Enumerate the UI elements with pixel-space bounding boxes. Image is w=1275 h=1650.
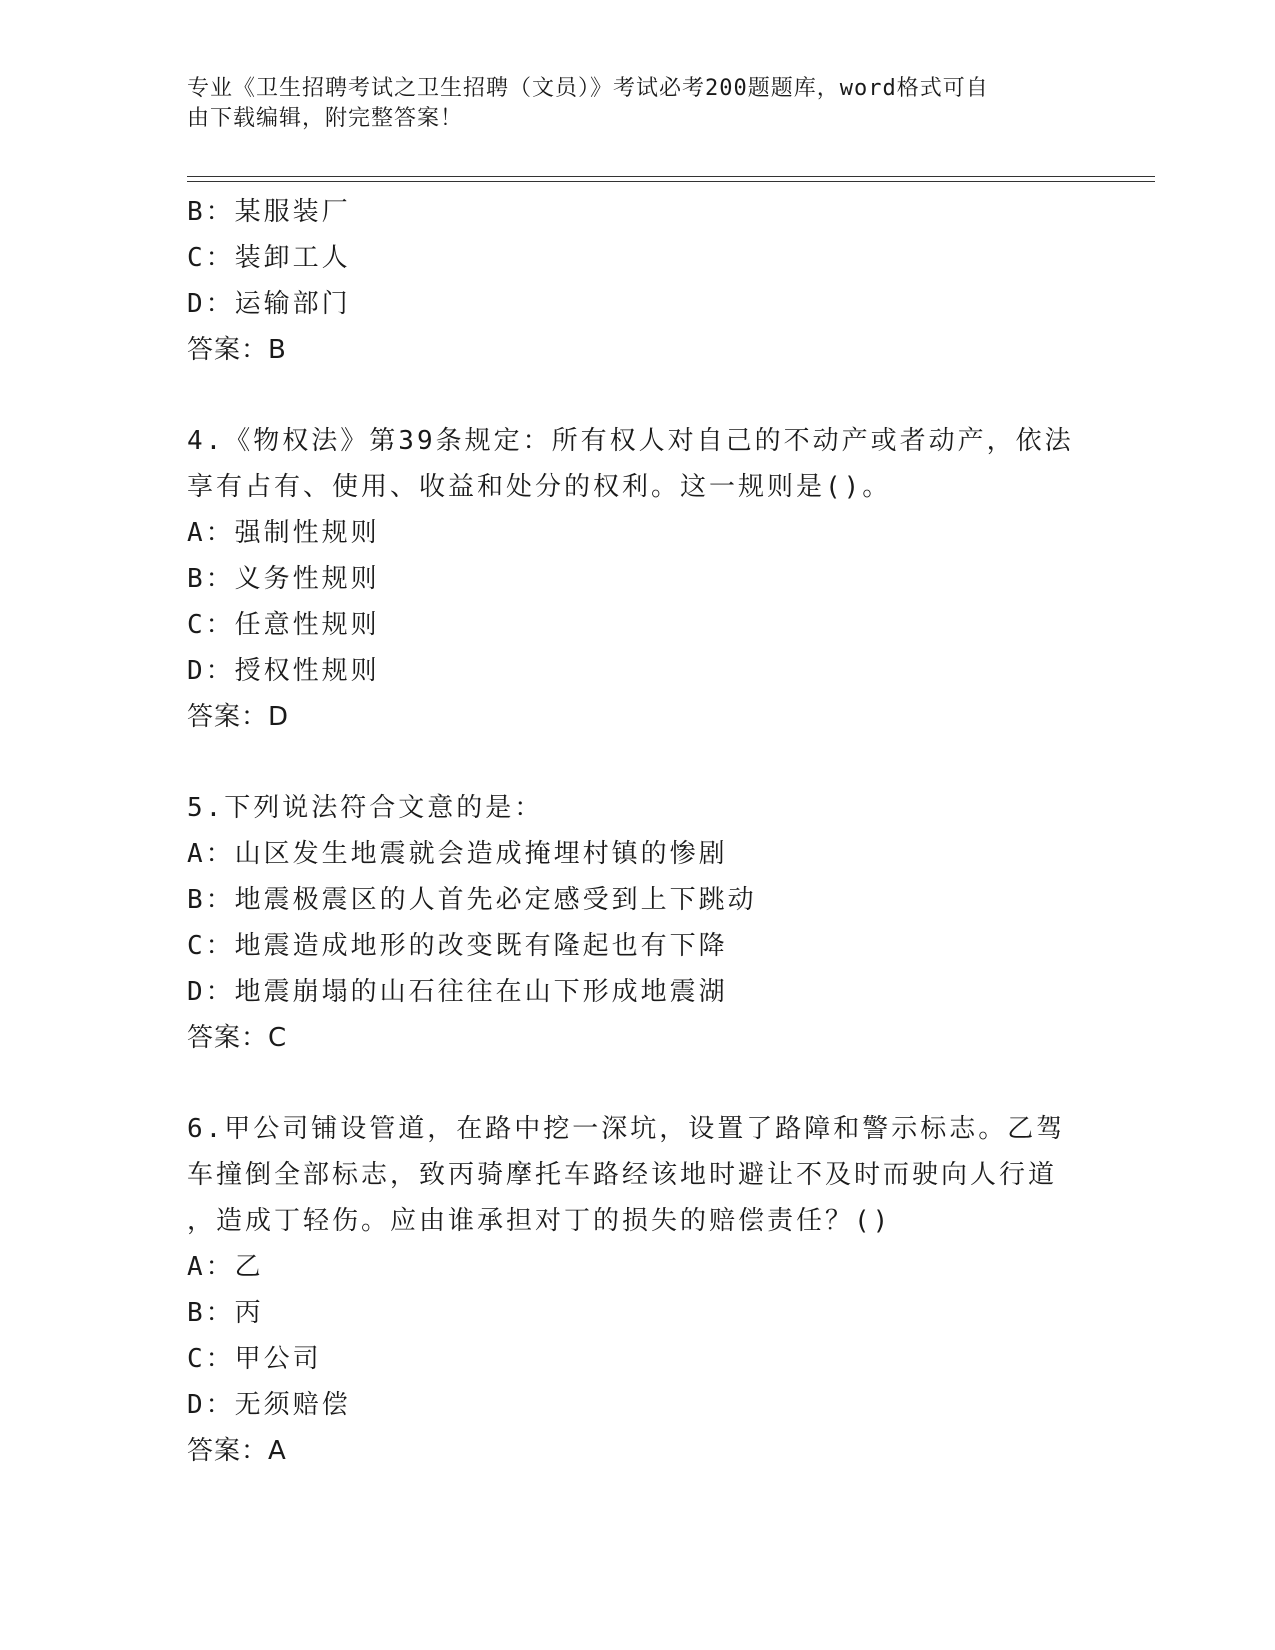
spacer (187, 1061, 1087, 1106)
question-4 (187, 418, 1087, 740)
option-a: A：强制性规则 (187, 518, 380, 548)
question-stem: 享有占有、使用、收益和处分的权利。这一规则是()。 (187, 472, 892, 502)
spacer (187, 740, 1087, 785)
header-divider-top (187, 176, 1155, 177)
header-divider-bottom (187, 181, 1155, 182)
spacer (187, 373, 1087, 418)
option-b: B：义务性规则 (187, 564, 380, 594)
question-stem: 车撞倒全部标志，致丙骑摩托车路经该地时避让不及时而驶向人行道 (187, 1160, 1058, 1190)
option-b: B：某服装厂 (187, 197, 351, 227)
answer-line: 答案：C (187, 1023, 288, 1053)
question-stem: 6.甲公司铺设管道，在路中挖一深坑，设置了路障和警示标志。乙驾 (187, 1114, 1066, 1144)
option-c: C：装卸工人 (187, 243, 351, 273)
question-stem: ，造成丁轻伤。应由谁承担对丁的损失的赔偿责任？() (187, 1206, 892, 1236)
question-stem: 4.《物权法》第39条规定：所有权人对自己的不动产或者动产，依法 (187, 426, 1074, 456)
document-header (187, 74, 1067, 134)
header-line-2: 由下载编辑，附完整答案！ (187, 106, 464, 131)
question-list (187, 189, 1087, 1474)
answer-line: 答案：B (187, 335, 287, 365)
option-a: A：乙 (187, 1252, 264, 1282)
option-d: D：无须赔偿 (187, 1390, 351, 1420)
question-5 (187, 785, 1087, 1061)
question-6 (187, 1106, 1087, 1474)
option-a: A：山区发生地震就会造成掩埋村镇的惨剧 (187, 839, 728, 869)
question-stem: 5.下列说法符合文意的是： (187, 793, 544, 823)
option-c: C：地震造成地形的改变既有隆起也有下降 (187, 931, 728, 961)
option-d: D：运输部门 (187, 289, 351, 319)
option-d: D：地震崩塌的山石往往在山下形成地震湖 (187, 977, 728, 1007)
answer-line: 答案：D (187, 702, 290, 732)
option-d: D：授权性规则 (187, 656, 380, 686)
option-c: C：甲公司 (187, 1344, 322, 1374)
option-b: B：丙 (187, 1298, 264, 1328)
option-c: C：任意性规则 (187, 610, 380, 640)
question-3 (187, 189, 1087, 373)
option-b: B：地震极震区的人首先必定感受到上下跳动 (187, 885, 757, 915)
answer-line: 答案：A (187, 1436, 287, 1466)
header-line-1: 专业《卫生招聘考试之卫生招聘（文员）》考试必考200题题库，word格式可自 (187, 76, 989, 101)
